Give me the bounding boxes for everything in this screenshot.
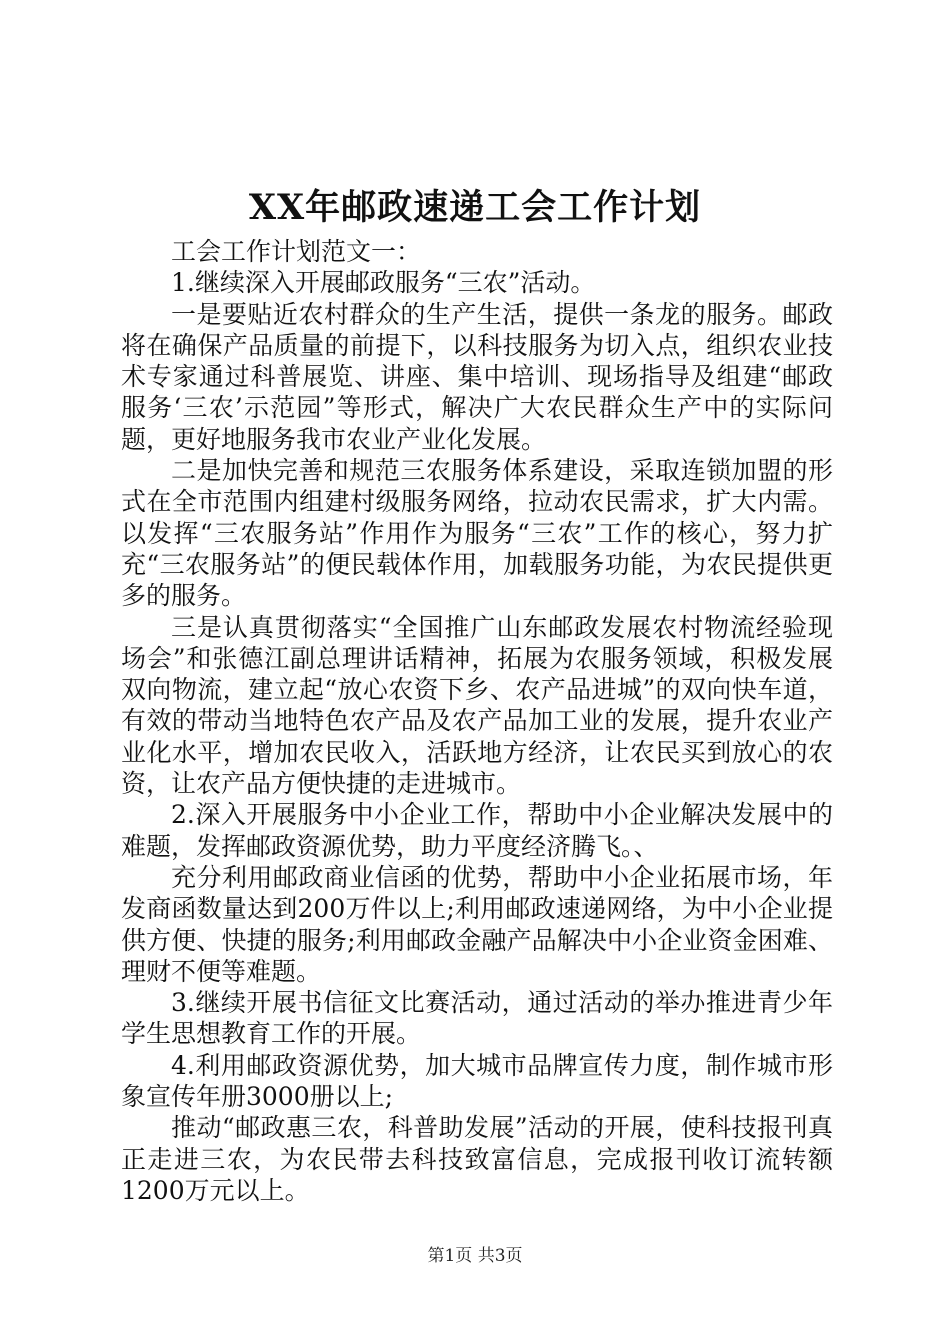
paragraph: 三是认真贯彻落实“全国推广山东邮政发展农村物流经验现场会”和张德江副总理讲话精神，拓展为农服务领域，积极发展双向物流，建立起“放心农资下乡、农产品进城”的双向快车道，有效的带动当地特色农产品及农产品加工业的发展，提升农业产业化水平，增加农民收入，活跃地方经济，让农民买到放心的农资，让农产品方便快捷的走进城市。 xyxy=(121,612,833,799)
paragraph: 一是要贴近农村群众的生产生活，提供一条龙的服务。邮政将在确保产品质量的前提下，以科技服务为切入点，组织农业技术专家通过科普展览、讲座、集中培训、现场指导及组建“邮政服务‘三农’示范园”等形式，解决广大农民群众生产中的实际问题，更好地服务我市农业产业化发展。 xyxy=(121,299,833,454)
page-footer: 第1页 共3页 xyxy=(427,1246,523,1266)
document-body xyxy=(121,236,833,1206)
paragraph: 充分利用邮政商业信函的优势，帮助中小企业拓展市场，年发商函数量达到200万件以上;利用邮政速递网络，为中小企业提供方便、快捷的服务;利用邮政金融产品解决中小企业资金困难、理财不便等难题。 xyxy=(121,862,833,986)
document-title: XX年邮政速递工会工作计划 xyxy=(248,187,702,228)
paragraph: 2.深入开展服务中小企业工作，帮助中小企业解决发展中的难题，发挥邮政资源优势，助力平度经济腾飞。、 xyxy=(121,800,833,861)
paragraph: 二是加快完善和规范三农服务体系建设，采取连锁加盟的形式在全市范围内组建村级服务网络，拉动农民需求，扩大内需。以发挥“三农服务站”作用作为服务“三农”工作的核心，努力扩充“三农服务站”的便民载体作用，加载服务功能，为农民提供更多的服务。 xyxy=(121,456,833,611)
paragraph: 3.继续开展书信征文比赛活动，通过活动的举办推进青少年学生思想教育工作的开展。 xyxy=(121,988,833,1049)
paragraph: 1.继续深入开展邮政服务“三农”活动。 xyxy=(171,268,596,298)
paragraph: 4.利用邮政资源优势，加大城市品牌宣传力度，制作城市形象宣传年册3000册以上; xyxy=(121,1050,833,1112)
paragraph: 推动“邮政惠三农，科普助发展”活动的开展，使科技报刊真正走进三农，为农民带去科技致富信息，完成报刊收订流转额1200万元以上。 xyxy=(121,1113,833,1205)
paragraph: 工会工作计划范文一： xyxy=(171,237,422,266)
